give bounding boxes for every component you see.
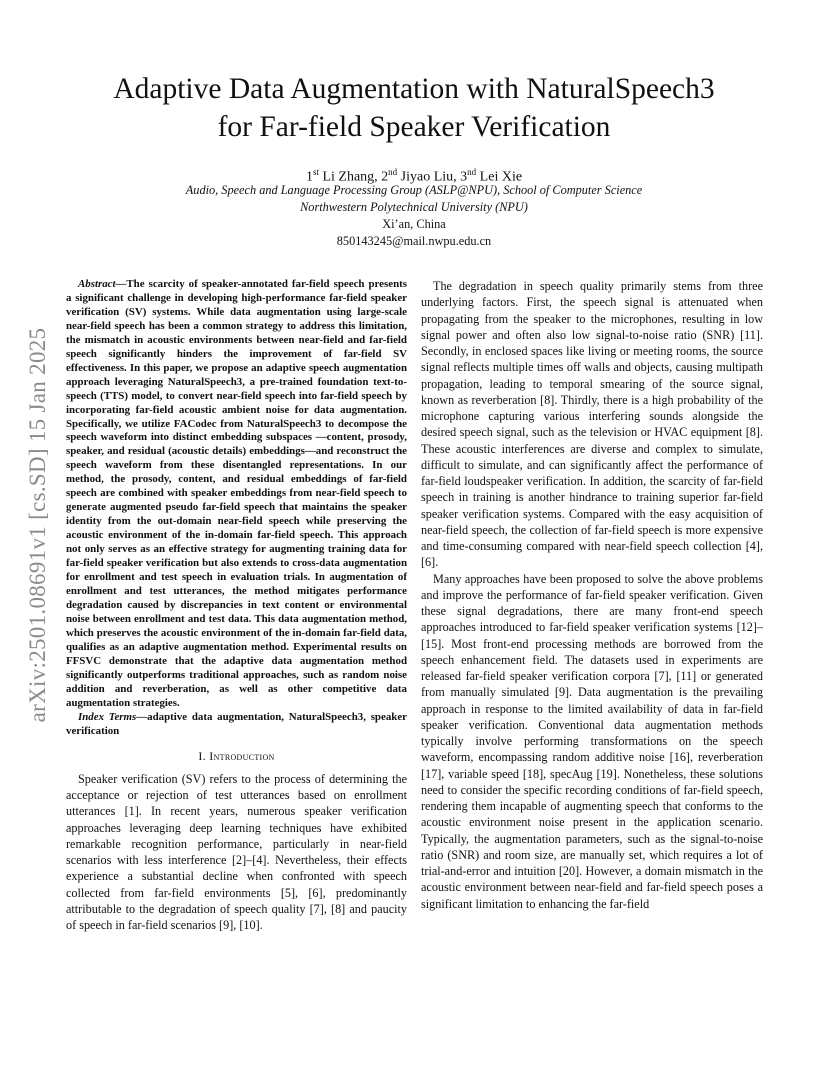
left-column <box>66 278 407 933</box>
index-terms-text: —adaptive data augmentation, NaturalSpeech3, speaker verification <box>66 710 407 737</box>
intro-paragraph-3: Many approaches have been proposed to solve the above problems and improve the performance of far-field speaker verification. Given these signal degradations, there are many front-end speech approaches introduced to far-field speaker verification systems [12]–[15]. Most front-end processing methods are borrowed from the speech enhancement field. The datasets used in experiments are released far-field speaker verification corpora [7], [11] or generated from manually simulated [9]. Data augmentation is the prevailing approach in response to the limited availability of data in far-field speaker verification. Conventional data augmentation methods typically involve performing transformations on the speech waveform, encompassing random additive noise [16], reverberation [17], variable speed [18], specAug [19]. Nonetheless, these solutions need to consider the specific recording conditions of far-field speech, rendering them incapable of augmenting speech that conforms to the acoustic environment noise present in the application scenario. Typically, the augmentation parameters, such as the signal-to-noise ratio (SNR) and room size, are manually set, which requires a lot of trial-and-error and intuition [20]. However, a domain mismatch in the acoustic environment between near-field and far-field speech poses a significant limitation to enhancing the far-field <box>421 571 763 911</box>
affiliation-block <box>60 182 768 250</box>
affiliation-group: Audio, Speech and Language Processing Group (ASLP@NPU), School of Computer Science <box>185 183 643 197</box>
index-terms-lead: Index Terms <box>78 710 137 723</box>
arxiv-identifier: arXiv:2501.08691v1 [cs.SD] 15 Jan 2025 <box>25 327 50 723</box>
author-2-name: Jiyao Liu, <box>400 169 457 185</box>
paper-title <box>60 70 768 146</box>
author-1-ordinal: st <box>312 167 319 177</box>
author-1-number: 1 <box>305 169 313 185</box>
section-title: Introduction <box>209 749 275 764</box>
author-3-ordinal: nd <box>467 167 477 177</box>
paper-title-line-2: for Far-field Speaker Verification <box>217 111 611 143</box>
affiliation-university: Northwestern Polytechnical University (NPU) <box>300 200 528 214</box>
index-terms <box>66 711 407 739</box>
abstract <box>66 278 407 711</box>
author-3-name: Lei Xie <box>479 169 523 185</box>
author-email: 850143245@mail.nwpu.edu.cn <box>336 234 492 248</box>
author-3-number: 3 <box>460 169 468 185</box>
abstract-text: —The scarcity of speaker-annotated far-field speech presents a significant challenge in developing high-performance far-field speaker verification (SV) systems. While data augmentation using large-scale near-field speech has been a common strategy to address this limitation, the mismatch in acoustic environments between near-field and far-field speech significantly hinders the improvement of far-field SV effectiveness. In this paper, we propose an adaptive speech augmentation approach leveraging NaturalSpeech3, a pre-trained foundation text-to-speech (TTS) model, to convert near-field speech into far-field speech by incorporating far-field acoustic ambient noise for data augmentation. Specifically, we utilize FACodec from NaturalSpeech3 to decompose the speech waveform into distinct embedding subspaces —content, prosody, speaker, and residual (acoustic details) embeddings—and reconstruct the speech waveform from these disentangled representations. In our method, the prosody, content, and residual embeddings of far-field speech are combined with speaker embeddings from near-field speech to generate augmented pseudo far-field speech that maintains the speaker identity from the out-domain near-field speech while preserving the acoustic environment of the in-domain far-field speech. This approach not only serves as an effective strategy for augmenting training data for far-field speaker verification but also extends to cross-data augmentation for enrollment and test speech in evaluation trials. In augmentation of enrollment and test utterances, the method mitigates performance degradation caused by discrepancies in text content or environmental noise between enrollment and test data. This data augmentation method, which preserves the acoustic environment of the in-domain far-field data, qualifies as an adaptive augmentation method. Experimental results on FFSVC demonstrate that the adaptive data augmentation method significantly outperforms traditional approaches, such as random noise addition and reverberation, as well as other competitive data augmentation strategies. <box>66 278 407 709</box>
abstract-lead: Abstract <box>78 278 116 290</box>
affiliation-location: Xi’an, China <box>382 217 446 231</box>
right-column <box>421 278 763 912</box>
section-heading-introduction <box>66 748 407 765</box>
author-1-name: Li Zhang, <box>322 169 378 185</box>
arxiv-sidebar-stamp <box>18 290 58 760</box>
intro-paragraph-2: The degradation in speech quality primarily stems from three underlying factors. First, the speech signal is attenuated when propagating from the speaker to the microphones, resulting in low signal power and often also low signal-to-noise ratio (SNR) [11]. Secondly, in enclosed spaces like living or meeting rooms, the source signal reflects multiple times off walls and objects, causing multipath propagation, leading to temporal smearing of the source signal, known as reverberation [8]. Thirdly, there is a high probability of the microphone capturing various interfering sounds alongside the desired speech signal, such as the television or HVAC equipment [8]. These acoustic interferences are diverse and complex to simulate, difficult to simulate, and can significantly affect the performance of far-field loudspeaker verification. In addition, the scarcity of far-field speech in training is another hindrance to training superior far-field speaker verification systems. Compared with the easy acquisition of near-field speech, the collection of far-field speech is more expensive and time-consuming compared with near-field speech collection [4], [6]. <box>421 279 763 570</box>
author-2-number: 2 <box>381 169 389 185</box>
author-2-ordinal: nd <box>388 167 398 177</box>
paper-title-line-1: Adaptive Data Augmentation with NaturalSpeech3 <box>113 73 715 105</box>
section-numeral: I. <box>198 749 206 764</box>
intro-paragraph-1: Speaker verification (SV) refers to the process of determining the acceptance or rejection of test utterances based on enrollment utterances [1]. In recent years, numerous speaker verification approaches leveraging deep learning techniques have exhibited remarkable recognition performance, particularly in near-field scenarios with less interference [2]–[4]. Nevertheless, their effects experience a substantial decline when confronted with speech collected from far-field environments [5], [6], predominantly attributable to the degradation of speech quality [7], [8] and paucity of speech in far-field scenarios [9], [10]. <box>66 771 407 933</box>
